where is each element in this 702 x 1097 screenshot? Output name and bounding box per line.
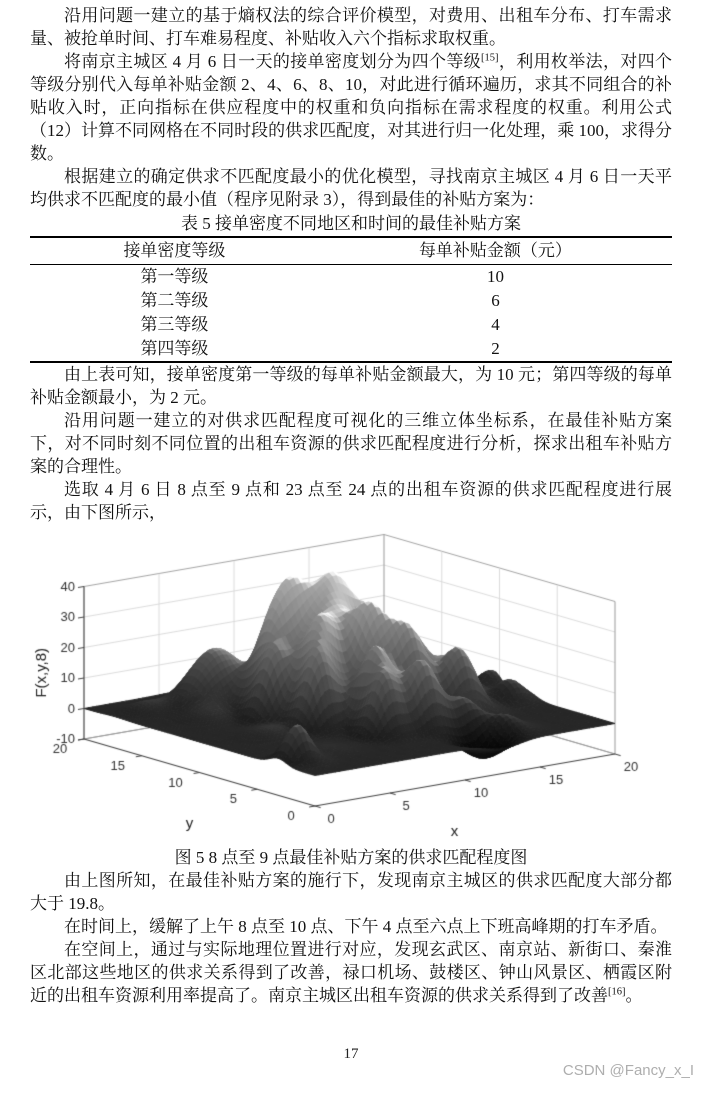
citation-16: [16]: [608, 986, 626, 998]
table-row: [30, 265, 672, 290]
paragraph-4-text: 由上表可知，接单密度第一等级的每单补贴金额最大，为 10 元；第四等级的每单补贴金额最小，为 2 元。: [30, 365, 672, 407]
paragraph-1-text: 沿用问题一建立的基于熵权法的综合评价模型，对费用、出租车分布、打车需求量、被抢单时间、打车难易程度、补贴收入六个指标求取权重。: [30, 6, 672, 48]
table-row: [30, 337, 672, 362]
paragraph-9: [30, 938, 672, 1007]
table-cell-level-2: 第二等级: [140, 291, 209, 310]
paragraph-7-text: 由上图所知，在最佳补贴方案的施行下，发现南京主城区的供求匹配度大部分都大于 19.8。: [30, 871, 672, 913]
table-header-subsidy-amount: 每单补贴金额（元）: [319, 237, 672, 265]
table-cell-amount-2: 6: [491, 291, 500, 310]
paragraph-9-text: 在空间上，通过与实际地理位置进行对应，发现玄武区、南京站、新街口、秦淮区北部这些地区的供求关系得到了改善，禄口机场、鼓楼区、钟山风景区、栖霞区附近的出租车资源利用率提高了。南京主城区出租车资源的供求关系得到了改善: [30, 940, 672, 1005]
paragraph-5-text: 沿用问题一建立的对供求匹配程度可视化的三维立体坐标系，在最佳补贴方案下，对不同时刻不同位置的出租车资源的供求匹配程度进行分析，探求出租车补贴方案的合理性。: [30, 411, 672, 476]
csdn-watermark: CSDN @Fancy_x_I: [562, 1062, 694, 1079]
table-cell-amount-1: 10: [486, 267, 504, 286]
paragraph-8: [30, 915, 672, 938]
table-cell-level-4: 第四等级: [140, 339, 209, 358]
paragraph-6-text: 选取 4 月 6 日 8 点至 9 点和 23 点至 24 点的出租车资源的供求匹配程度进行展示，由下图所示，: [30, 480, 672, 522]
supply-demand-match-surface-plot: [32, 526, 680, 846]
paragraph-4: [30, 363, 672, 409]
paragraph-5: [30, 409, 672, 478]
table-row: [30, 289, 672, 313]
table-cell-level-1: 第一等级: [140, 267, 209, 286]
table-row: [30, 313, 672, 337]
paragraph-3-text: 根据建立的确定供求不匹配度最小的优化模型，寻找南京主城区 4 月 6 日一天平均供求不匹配度的最小值（程序见附录 3），得到最佳的补贴方案为：: [30, 167, 672, 209]
paragraph-2-text-cont: ，利用枚举法，对四个等级分别代入每单补贴金额 2、4、6、8、10，对此进行循环遍历，求其不同组合的补贴收入时，正向指标在供应程度中的权重和负向指标在需求程度的权重。利用公式（12）计算不同网格在不同时段的供求匹配度，对其进行归一化处理，乘 100，求得分数。: [30, 52, 673, 163]
paragraph-2-text: 将南京主城区 4 月 6 日一天的接单密度划分为四个等级: [64, 52, 482, 71]
figure-5-caption: 图 5 8 点至 9 点最佳补贴方案的供求匹配程度图: [174, 848, 528, 867]
paragraph-7: [30, 869, 672, 915]
paragraph-8-text: 在时间上，缓解了上午 8 点至 10 点、下午 4 点至六点上下班高峰期的打车矛盾。: [64, 917, 668, 936]
table-header-density-level: 接单密度等级: [30, 237, 319, 265]
paragraph-6: [30, 478, 672, 524]
subsidy-table: [30, 236, 672, 363]
figure-5: [30, 526, 672, 869]
table-header-row: [30, 237, 672, 265]
table-cell-amount-4: 2: [491, 339, 500, 358]
paragraph-2: [30, 50, 672, 165]
paragraph-1: [30, 4, 672, 50]
citation-15: [15]: [481, 52, 499, 64]
table-title: 表 5 接单密度不同地区和时间的最佳补贴方案: [181, 214, 521, 233]
page-number: 17: [343, 1046, 359, 1062]
table-cell-amount-3: 4: [491, 315, 500, 334]
paragraph-3: [30, 165, 672, 211]
table-cell-level-3: 第三等级: [140, 315, 209, 334]
paragraph-9-text-cont: 。: [625, 986, 643, 1005]
